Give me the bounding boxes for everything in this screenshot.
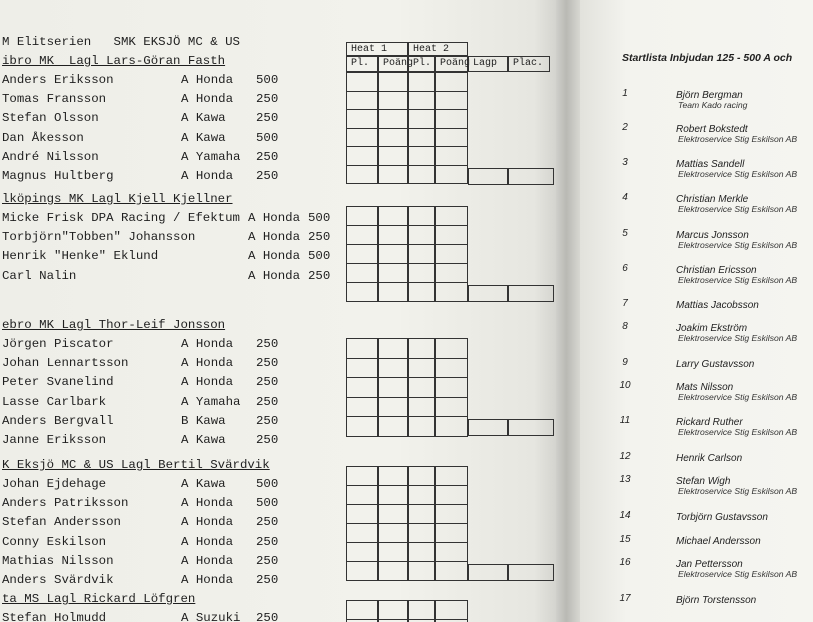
score-cell[interactable]: [378, 282, 408, 302]
team-title: lköpings MK Lagl Kjell Kjellner: [2, 192, 233, 206]
score-cell[interactable]: [378, 146, 408, 166]
score-cell[interactable]: [346, 72, 378, 92]
rider-name: Anders Svärdvik: [2, 573, 114, 587]
start-number: 12: [619, 451, 631, 462]
score-cell[interactable]: [408, 282, 435, 302]
rider-name: Carl Nalin: [2, 268, 77, 283]
rider-cc: 250: [256, 375, 279, 390]
start-number: 4: [622, 192, 628, 203]
score-cell[interactable]: [378, 263, 408, 283]
heat-header-cell: [346, 56, 378, 72]
start-number: 11: [619, 415, 631, 426]
entry-rider-name: Torbjörn Gustavsson: [676, 512, 768, 523]
entry-rider-name: Larry Gustavsson: [676, 359, 755, 370]
score-cell[interactable]: [408, 561, 435, 581]
rider-cc: 250: [256, 413, 279, 428]
score-cell[interactable]: [468, 168, 508, 185]
score-cell[interactable]: [435, 146, 468, 166]
page-header: M Elitserien SMK EKSJÖ MC & US: [2, 35, 240, 49]
score-cell[interactable]: [508, 564, 554, 581]
team-title: ebro MK Lagl Thor-Leif Jonsson: [2, 318, 226, 332]
rider-name: Anders Bergvall: [2, 413, 114, 428]
rider-brand: A Honda: [181, 356, 234, 371]
rider-name: Stefan Holmudd: [2, 611, 107, 622]
heat-header-cell: [508, 56, 550, 72]
score-cell[interactable]: [346, 600, 378, 620]
score-cell[interactable]: [346, 244, 378, 264]
score-cell[interactable]: [378, 485, 408, 505]
rider-brand: A Honda: [248, 268, 301, 283]
heat-header-label: Heat 2: [413, 44, 450, 55]
score-cell[interactable]: [435, 416, 468, 437]
rider-brand: A Honda: [181, 73, 234, 87]
rider-cc: 500: [308, 249, 331, 264]
start-number: 1: [622, 88, 628, 99]
entry-rider-name: Björn Bergman: [676, 90, 743, 101]
score-cell[interactable]: [435, 109, 468, 129]
rider-brand: A Honda: [181, 534, 234, 549]
score-cell[interactable]: [346, 128, 378, 148]
rider-cc: 250: [256, 553, 279, 568]
score-cell[interactable]: [435, 358, 468, 379]
entry-team-name: Elektroservice Stig Eskilson AB: [678, 169, 798, 179]
rider-cc: 250: [256, 515, 279, 530]
entry-rider-name: Henrik Carlson: [676, 453, 743, 464]
score-cell[interactable]: [408, 397, 435, 418]
score-cell[interactable]: [378, 523, 408, 543]
rider-brand: A Honda: [181, 169, 234, 183]
score-cell[interactable]: [435, 282, 468, 302]
rider-cc: 250: [256, 394, 279, 409]
rider-cc: 250: [256, 573, 279, 587]
rider-brand: A Honda: [181, 496, 234, 511]
score-cell[interactable]: [378, 91, 408, 111]
score-cell[interactable]: [378, 600, 408, 620]
score-cell[interactable]: [378, 165, 408, 185]
right-page: [580, 0, 813, 622]
rider-brand: A Kawa: [181, 130, 226, 145]
rider-cc: 250: [256, 534, 279, 549]
score-cell[interactable]: [346, 397, 378, 418]
entry-rider-name: Christian Ericsson: [676, 265, 757, 276]
rider-cc: 250: [256, 611, 279, 622]
heat-header-label: Poäng: [440, 58, 471, 69]
rider-name: Janne Eriksson: [2, 433, 107, 447]
score-cell[interactable]: [408, 542, 435, 562]
entry-team-name: Elektroservice Stig Eskilson AB: [678, 569, 798, 579]
score-cell[interactable]: [346, 338, 378, 359]
entry-rider-name: Michael Andersson: [676, 536, 761, 547]
entry-team-name: Elektroservice Stig Eskilson AB: [678, 486, 798, 496]
score-cell[interactable]: [378, 109, 408, 129]
score-cell[interactable]: [408, 504, 435, 524]
entry-rider-name: Joakim Ekström: [676, 323, 748, 334]
score-cell[interactable]: [435, 377, 468, 398]
score-cell[interactable]: [435, 504, 468, 524]
rider-cc: 250: [256, 111, 279, 126]
score-cell[interactable]: [435, 561, 468, 581]
entry-rider-name: Marcus Jonsson: [676, 230, 749, 241]
rider-cc: 250: [256, 433, 279, 447]
score-cell[interactable]: [346, 377, 378, 398]
heat-header-label: Lagp: [473, 58, 498, 69]
rider-brand: A Kawa: [181, 111, 226, 126]
score-cell[interactable]: [468, 564, 508, 581]
score-cell[interactable]: [435, 91, 468, 111]
heat-header-label: Plac.: [513, 58, 544, 69]
rider-name: Micke Frisk DPA Racing / Efektum: [2, 211, 240, 225]
score-cell[interactable]: [408, 225, 435, 245]
rider-name: Peter Svanelind: [2, 375, 114, 390]
score-cell[interactable]: [435, 523, 468, 543]
score-cell[interactable]: [435, 600, 468, 620]
score-cell[interactable]: [508, 168, 554, 185]
rider-brand: A Honda: [181, 573, 234, 587]
rider-name: Tomas Fransson: [2, 92, 107, 107]
score-cell[interactable]: [408, 338, 435, 359]
start-number: 7: [622, 298, 628, 309]
score-cell[interactable]: [346, 165, 378, 185]
rider-name: Jörgen Piscator: [2, 337, 114, 351]
score-cell[interactable]: [408, 485, 435, 505]
score-cell[interactable]: [378, 561, 408, 581]
score-cell[interactable]: [346, 206, 378, 226]
score-cell[interactable]: [346, 146, 378, 166]
heat-header-label: Heat 1: [351, 44, 388, 55]
start-number: 15: [619, 534, 631, 545]
rider-brand: A Honda: [248, 230, 301, 245]
team-title: ibro MK Lagl Lars-Göran Fasth: [2, 54, 226, 68]
score-cell[interactable]: [435, 72, 468, 92]
score-cell[interactable]: [408, 358, 435, 379]
rider-cc: 250: [256, 92, 279, 107]
score-cell[interactable]: [435, 225, 468, 245]
heat-header-label: Pl.: [351, 58, 370, 69]
score-cell[interactable]: [435, 128, 468, 148]
score-cell[interactable]: [378, 416, 408, 437]
heat-header-cell: [346, 42, 408, 56]
start-number: 16: [619, 557, 631, 568]
rider-name: Stefan Olsson: [2, 111, 99, 126]
entry-team-name: Elektroservice Stig Eskilson AB: [678, 333, 798, 343]
rider-cc: 250: [256, 169, 279, 183]
start-number: 9: [622, 357, 628, 368]
entry-team-name: Elektroservice Stig Eskilson AB: [678, 240, 798, 250]
score-cell[interactable]: [378, 542, 408, 562]
rider-cc: 250: [256, 337, 279, 351]
startlist-title: Startlista Inbjudan 125 - 500 A och: [622, 52, 793, 64]
score-cell[interactable]: [435, 485, 468, 505]
heat-header-cell: [408, 56, 435, 72]
score-cell[interactable]: [378, 128, 408, 148]
heat-header-cell: [378, 56, 414, 72]
team-title: ta MS Lagl Rickard Löfgren: [2, 592, 196, 606]
entry-team-name: Elektroservice Stig Eskilson AB: [678, 275, 798, 285]
rider-name: Torbjörn"Tobben" Johansson: [2, 230, 196, 245]
rider-brand: A Kawa: [181, 433, 226, 447]
entry-rider-name: Mattias Sandell: [676, 159, 745, 170]
rider-brand: A Honda: [248, 249, 301, 264]
start-number: 8: [622, 321, 628, 332]
score-cell[interactable]: [408, 600, 435, 620]
rider-name: Anders Eriksson: [2, 73, 114, 87]
score-cell[interactable]: [408, 523, 435, 543]
rider-name: Magnus Hultberg: [2, 169, 114, 183]
rider-cc: 250: [256, 356, 279, 371]
score-cell[interactable]: [468, 419, 508, 436]
entry-team-name: Team Kado racing: [678, 100, 748, 110]
score-cell[interactable]: [346, 263, 378, 283]
score-cell[interactable]: [408, 146, 435, 166]
score-cell[interactable]: [408, 377, 435, 398]
score-cell[interactable]: [346, 504, 378, 524]
score-cell[interactable]: [378, 206, 408, 226]
score-cell[interactable]: [378, 397, 408, 418]
score-cell[interactable]: [378, 225, 408, 245]
score-cell[interactable]: [435, 244, 468, 264]
score-cell[interactable]: [508, 285, 554, 302]
rider-name: Conny Eskilson: [2, 534, 107, 549]
entry-rider-name: Björn Torstensson: [676, 595, 757, 606]
score-cell[interactable]: [346, 225, 378, 245]
score-cell[interactable]: [408, 91, 435, 111]
score-cell[interactable]: [408, 72, 435, 92]
score-cell[interactable]: [408, 244, 435, 264]
rider-cc: 500: [256, 477, 279, 491]
start-number: 10: [619, 380, 631, 391]
entry-team-name: Elektroservice Stig Eskilson AB: [678, 392, 798, 402]
entry-rider-name: Mats Nilsson: [676, 382, 734, 393]
rider-name: Dan Åkesson: [2, 130, 84, 145]
start-number: 13: [619, 474, 631, 485]
score-cell[interactable]: [408, 165, 435, 185]
rider-name: Johan Lennartsson: [2, 356, 129, 371]
rider-brand: A Honda: [181, 375, 234, 390]
score-cell[interactable]: [378, 338, 408, 359]
entry-rider-name: Rickard Ruther: [676, 417, 743, 428]
rider-cc: 250: [308, 230, 331, 245]
entry-rider-name: Christian Merkle: [676, 194, 749, 205]
score-cell[interactable]: [435, 466, 468, 486]
rider-brand: A Honda: [181, 92, 234, 107]
entry-rider-name: Stefan Wigh: [676, 476, 731, 487]
entry-team-name: Elektroservice Stig Eskilson AB: [678, 204, 798, 214]
entry-rider-name: Mattias Jacobsson: [676, 300, 759, 311]
rider-brand: A Honda: [181, 337, 234, 351]
entry-team-name: Elektroservice Stig Eskilson AB: [678, 134, 798, 144]
score-cell[interactable]: [378, 358, 408, 379]
heat-header-label: Poäng: [383, 58, 414, 69]
score-cell[interactable]: [346, 542, 378, 562]
rider-name: Johan Ejdehage: [2, 477, 107, 491]
score-cell[interactable]: [378, 504, 408, 524]
entry-rider-name: Robert Bokstedt: [676, 124, 748, 135]
score-cell[interactable]: [346, 91, 378, 111]
start-number: 5: [622, 228, 628, 239]
score-cell[interactable]: [346, 416, 378, 437]
score-cell[interactable]: [346, 282, 378, 302]
score-cell[interactable]: [408, 109, 435, 129]
heat-header-cell: [408, 42, 468, 56]
score-cell[interactable]: [378, 244, 408, 264]
score-cell[interactable]: [435, 263, 468, 283]
score-cell[interactable]: [378, 377, 408, 398]
rider-name: Stefan Andersson: [2, 515, 121, 530]
score-cell[interactable]: [346, 466, 378, 486]
heat-header-cell: [468, 56, 508, 72]
score-cell[interactable]: [435, 397, 468, 418]
score-cell[interactable]: [435, 206, 468, 226]
rider-name: Henrik "Henke" Eklund: [2, 249, 159, 264]
rider-cc: 500: [308, 211, 331, 225]
rider-name: André Nilsson: [2, 149, 99, 164]
rider-cc: 250: [256, 149, 279, 164]
score-cell[interactable]: [408, 206, 435, 226]
rider-name: Mathias Nilsson: [2, 553, 114, 568]
score-cell[interactable]: [468, 285, 508, 302]
start-number: 17: [619, 593, 631, 604]
score-cell[interactable]: [346, 523, 378, 543]
start-number: 6: [622, 263, 628, 274]
score-cell[interactable]: [408, 466, 435, 486]
rider-cc: 500: [256, 73, 279, 87]
rider-cc: 500: [256, 496, 279, 511]
score-cell[interactable]: [508, 419, 554, 436]
score-cell[interactable]: [408, 263, 435, 283]
heat-header-label: Pl.: [413, 58, 432, 69]
score-cell[interactable]: [346, 485, 378, 505]
rider-brand: A Yamaha: [181, 394, 241, 409]
score-cell[interactable]: [408, 416, 435, 437]
rider-brand: A Honda: [248, 211, 301, 225]
start-number: 14: [619, 510, 631, 521]
rider-brand: A Honda: [181, 553, 234, 568]
team-title: K Eksjö MC & US Lagl Bertil Svärdvik: [2, 458, 270, 472]
rider-brand: A Yamaha: [181, 149, 241, 164]
rider-brand: A Honda: [181, 515, 234, 530]
score-cell[interactable]: [435, 542, 468, 562]
book-spine: [556, 0, 582, 622]
score-cell[interactable]: [408, 128, 435, 148]
rider-name: Lasse Carlbark: [2, 394, 107, 409]
score-cell[interactable]: [378, 466, 408, 486]
score-cell[interactable]: [435, 338, 468, 359]
rider-brand: A Suzuki: [181, 611, 241, 622]
score-cell[interactable]: [346, 358, 378, 379]
entry-rider-name: Jan Pettersson: [676, 559, 743, 570]
entry-team-name: Elektroservice Stig Eskilson AB: [678, 427, 798, 437]
score-cell[interactable]: [378, 72, 408, 92]
heat-header-cell: [435, 56, 471, 72]
rider-cc: 500: [256, 130, 279, 145]
rider-brand: A Kawa: [181, 477, 226, 491]
rider-brand: B Kawa: [181, 413, 226, 428]
start-number: 3: [622, 157, 628, 168]
score-cell[interactable]: [346, 561, 378, 581]
score-cell[interactable]: [346, 109, 378, 129]
score-cell[interactable]: [435, 165, 468, 185]
rider-name: Anders Patriksson: [2, 496, 129, 511]
start-number: 2: [622, 122, 628, 133]
rider-cc: 250: [308, 268, 331, 283]
